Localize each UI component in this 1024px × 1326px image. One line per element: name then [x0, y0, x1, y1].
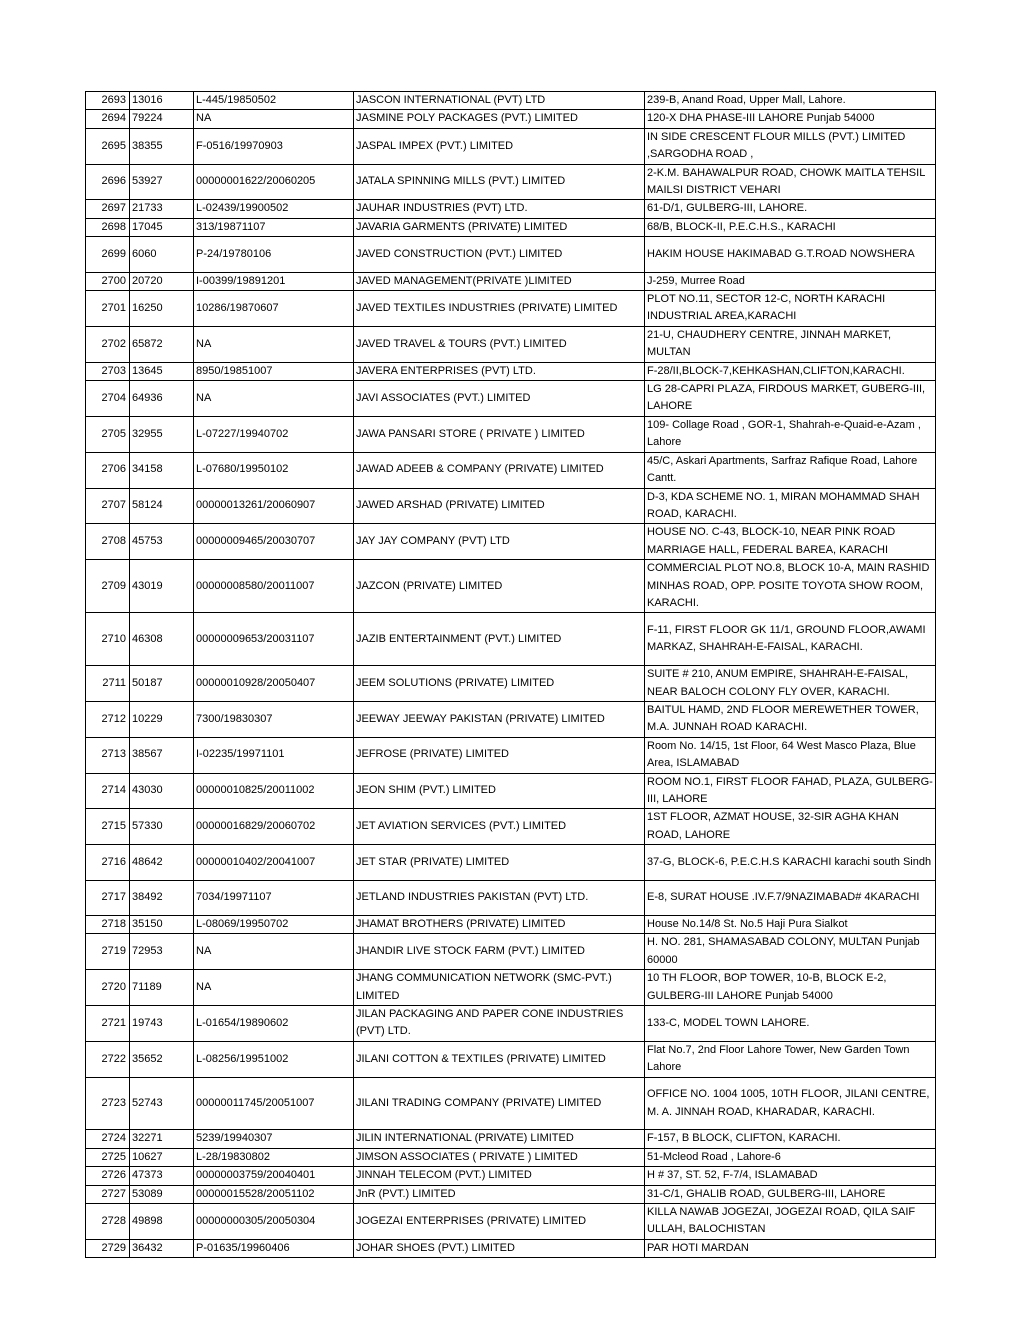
registration-id-cell: 53927	[130, 164, 194, 200]
company-name-cell: JHAMAT BROTHERS (PRIVATE) LIMITED	[354, 916, 645, 934]
registration-id-cell: 64936	[130, 381, 194, 417]
company-name-cell: JATALA SPINNING MILLS (PVT.) LIMITED	[354, 164, 645, 200]
registration-id-cell: 79224	[130, 110, 194, 128]
serial-number-cell: 2714	[86, 773, 130, 809]
serial-number-cell: 2694	[86, 110, 130, 128]
serial-number-cell: 2707	[86, 488, 130, 524]
table-row	[86, 916, 936, 934]
table-row	[86, 381, 936, 417]
table-row	[86, 524, 936, 560]
company-name-cell: JEEWAY JEEWAY PAKISTAN (PRIVATE) LIMITED	[354, 701, 645, 737]
company-name-cell: JEFROSE (PRIVATE) LIMITED	[354, 737, 645, 773]
incorporation-number-cell: 10286/19870607	[194, 291, 354, 327]
incorporation-number-cell: 00000015528/20051102	[194, 1185, 354, 1203]
table-row	[86, 1204, 936, 1240]
table-row	[86, 1167, 936, 1185]
incorporation-number-cell: NA	[194, 326, 354, 362]
incorporation-number-cell: 00000009465/20030707	[194, 524, 354, 560]
address-cell: 239-B, Anand Road, Upper Mall, Lahore.	[645, 92, 936, 110]
registration-id-cell: 10229	[130, 701, 194, 737]
address-cell: BAITUL HAMD, 2ND FLOOR MEREWETHER TOWER, M.A. JUNNAH ROAD KARACHI.	[645, 701, 936, 737]
table-row	[86, 452, 936, 488]
address-cell: 120-X DHA PHASE-III LAHORE Punjab 54000	[645, 110, 936, 128]
company-name-cell: JILANI TRADING COMPANY (PRIVATE) LIMITED	[354, 1077, 645, 1130]
table-row	[86, 128, 936, 164]
company-name-cell: JASMINE POLY PACKAGES (PVT.) LIMITED	[354, 110, 645, 128]
registration-id-cell: 49898	[130, 1204, 194, 1240]
incorporation-number-cell: 00000001622/20060205	[194, 164, 354, 200]
address-cell: COMMERCIAL PLOT NO.8, BLOCK 10-A, MAIN RASHID MINHAS ROAD, OPP. POSITE TOYOTA SHOW ROOM, KARACHI.	[645, 560, 936, 613]
table-row	[86, 1239, 936, 1257]
table-row	[86, 845, 936, 880]
serial-number-cell: 2716	[86, 845, 130, 880]
registration-id-cell: 32271	[130, 1130, 194, 1148]
company-name-cell: JEEM SOLUTIONS (PRIVATE) LIMITED	[354, 666, 645, 702]
serial-number-cell: 2722	[86, 1041, 130, 1077]
company-name-cell: JILANI COTTON & TEXTILES (PRIVATE) LIMITED	[354, 1041, 645, 1077]
registration-id-cell: 16250	[130, 291, 194, 327]
address-cell: 133-C, MODEL TOWN LAHORE.	[645, 1006, 936, 1042]
serial-number-cell: 2711	[86, 666, 130, 702]
serial-number-cell: 2708	[86, 524, 130, 560]
serial-number-cell: 2720	[86, 970, 130, 1006]
address-cell: OFFICE NO. 1004 1005, 10TH FLOOR, JILANI CENTRE, M. A. JINNAH ROAD, KHARADAR, KARACHI.	[645, 1077, 936, 1130]
address-cell: 1ST FLOOR, AZMAT HOUSE, 32-SIR AGHA KHAN ROAD, LAHORE	[645, 809, 936, 845]
registration-id-cell: 21733	[130, 200, 194, 218]
address-cell: SUITE # 210, ANUM EMPIRE, SHAHRAH-E-FAISAL, NEAR BALOCH COLONY FLY OVER, KARACHI.	[645, 666, 936, 702]
registration-id-cell: 38355	[130, 128, 194, 164]
serial-number-cell: 2728	[86, 1204, 130, 1240]
serial-number-cell: 2715	[86, 809, 130, 845]
table-row	[86, 362, 936, 380]
serial-number-cell: 2704	[86, 381, 130, 417]
incorporation-number-cell: 00000009653/20031107	[194, 613, 354, 666]
company-name-cell: JET AVIATION SERVICES (PVT.) LIMITED	[354, 809, 645, 845]
address-cell: ROOM NO.1, FIRST FLOOR FAHAD, PLAZA, GULBERG-III, LAHORE	[645, 773, 936, 809]
registration-id-cell: 35652	[130, 1041, 194, 1077]
incorporation-number-cell: L-07680/19950102	[194, 452, 354, 488]
table-row	[86, 200, 936, 218]
registration-id-cell: 65872	[130, 326, 194, 362]
serial-number-cell: 2712	[86, 701, 130, 737]
serial-number-cell: 2696	[86, 164, 130, 200]
table-row	[86, 272, 936, 290]
serial-number-cell: 2698	[86, 218, 130, 236]
serial-number-cell: 2701	[86, 291, 130, 327]
registration-id-cell: 13016	[130, 92, 194, 110]
serial-number-cell: 2709	[86, 560, 130, 613]
table-row	[86, 560, 936, 613]
registration-id-cell: 57330	[130, 809, 194, 845]
table-row	[86, 291, 936, 327]
address-cell: IN SIDE CRESCENT FLOUR MILLS (PVT.) LIMITED ,SARGODHA ROAD ,	[645, 128, 936, 164]
registration-id-cell: 46308	[130, 613, 194, 666]
address-cell: House No.14/8 St. No.5 Haji Pura Sialkot	[645, 916, 936, 934]
table-row	[86, 737, 936, 773]
table-row	[86, 1041, 936, 1077]
incorporation-number-cell: L-08069/19950702	[194, 916, 354, 934]
address-cell: 51-Mcleod Road , Lahore-6	[645, 1148, 936, 1166]
company-name-cell: JAY JAY COMPANY (PVT) LTD	[354, 524, 645, 560]
registration-id-cell: 6060	[130, 237, 194, 272]
address-cell: Room No. 14/15, 1st Floor, 64 West Masco Plaza, Blue Area, ISLAMABAD	[645, 737, 936, 773]
address-cell: F-157, B BLOCK, CLIFTON, KARACHI.	[645, 1130, 936, 1148]
serial-number-cell: 2719	[86, 934, 130, 970]
table-row	[86, 666, 936, 702]
incorporation-number-cell: 7034/19971107	[194, 880, 354, 915]
incorporation-number-cell: F-0516/19970903	[194, 128, 354, 164]
company-name-cell: JASPAL IMPEX (PVT.) LIMITED	[354, 128, 645, 164]
company-name-cell: JILIN INTERNATIONAL (PRIVATE) LIMITED	[354, 1130, 645, 1148]
address-cell: PAR HOTI MARDAN	[645, 1239, 936, 1257]
company-name-cell: JAWA PANSARI STORE ( PRIVATE ) LIMITED	[354, 416, 645, 452]
address-cell: F-28/II,BLOCK-7,KEHKASHAN,CLIFTON,KARACHI.	[645, 362, 936, 380]
table-row	[86, 110, 936, 128]
serial-number-cell: 2700	[86, 272, 130, 290]
address-cell: Flat No.7, 2nd Floor Lahore Tower, New Garden Town Lahore	[645, 1041, 936, 1077]
company-name-cell: JnR (PVT.) LIMITED	[354, 1185, 645, 1203]
serial-number-cell: 2729	[86, 1239, 130, 1257]
incorporation-number-cell: 00000000305/20050304	[194, 1204, 354, 1240]
incorporation-number-cell: I-00399/19891201	[194, 272, 354, 290]
registration-id-cell: 38492	[130, 880, 194, 915]
address-cell: D-3, KDA SCHEME NO. 1, MIRAN MOHAMMAD SHAH ROAD, KARACHI.	[645, 488, 936, 524]
serial-number-cell: 2702	[86, 326, 130, 362]
incorporation-number-cell: I-02235/19971101	[194, 737, 354, 773]
serial-number-cell: 2724	[86, 1130, 130, 1148]
company-name-cell: JHANG COMMUNICATION NETWORK (SMC-PVT.) LIMITED	[354, 970, 645, 1006]
serial-number-cell: 2713	[86, 737, 130, 773]
registration-id-cell: 36432	[130, 1239, 194, 1257]
company-name-cell: JAVED TEXTILES INDUSTRIES (PRIVATE) LIMITED	[354, 291, 645, 327]
serial-number-cell: 2718	[86, 916, 130, 934]
incorporation-number-cell: 00000010825/20011002	[194, 773, 354, 809]
registration-id-cell: 71189	[130, 970, 194, 1006]
serial-number-cell: 2695	[86, 128, 130, 164]
company-name-cell: JEON SHIM (PVT.) LIMITED	[354, 773, 645, 809]
table-row	[86, 326, 936, 362]
address-cell: PLOT NO.11, SECTOR 12-C, NORTH KARACHI INDUSTRIAL AREA,KARACHI	[645, 291, 936, 327]
company-name-cell: JAWED ARSHAD (PRIVATE) LIMITED	[354, 488, 645, 524]
serial-number-cell: 2727	[86, 1185, 130, 1203]
incorporation-number-cell: 00000003759/20040401	[194, 1167, 354, 1185]
address-cell: HAKIM HOUSE HAKIMABAD G.T.ROAD NOWSHERA	[645, 237, 936, 272]
table-row	[86, 488, 936, 524]
registration-id-cell: 45753	[130, 524, 194, 560]
address-cell: 37-G, BLOCK-6, P.E.C.H.S KARACHI karachi south Sindh	[645, 845, 936, 880]
serial-number-cell: 2710	[86, 613, 130, 666]
company-name-cell: JHANDIR LIVE STOCK FARM (PVT.) LIMITED	[354, 934, 645, 970]
incorporation-number-cell: 00000010928/20050407	[194, 666, 354, 702]
table-row	[86, 1130, 936, 1148]
address-cell: 45/C, Askari Apartments, Sarfraz Rafique Road, Lahore Cantt.	[645, 452, 936, 488]
address-cell: 31-C/1, GHALIB ROAD, GULBERG-III, LAHORE	[645, 1185, 936, 1203]
registration-id-cell: 47373	[130, 1167, 194, 1185]
company-name-cell: JAVED TRAVEL & TOURS (PVT.) LIMITED	[354, 326, 645, 362]
registration-id-cell: 58124	[130, 488, 194, 524]
registration-id-cell: 10627	[130, 1148, 194, 1166]
serial-number-cell: 2721	[86, 1006, 130, 1042]
incorporation-number-cell: NA	[194, 381, 354, 417]
incorporation-number-cell: 00000011745/20051007	[194, 1077, 354, 1130]
company-name-cell: JINNAH TELECOM (PVT.) LIMITED	[354, 1167, 645, 1185]
incorporation-number-cell: L-07227/19940702	[194, 416, 354, 452]
company-name-cell: JAWAD ADEEB & COMPANY (PRIVATE) LIMITED	[354, 452, 645, 488]
registration-id-cell: 20720	[130, 272, 194, 290]
address-cell: LG 28-CAPRI PLAZA, FIRDOUS MARKET, GUBERG-III, LAHORE	[645, 381, 936, 417]
table-row	[86, 970, 936, 1006]
registration-id-cell: 38567	[130, 737, 194, 773]
table-row	[86, 613, 936, 666]
address-cell: 68/B, BLOCK-II, P.E.C.H.S., KARACHI	[645, 218, 936, 236]
table-body	[86, 92, 936, 1258]
serial-number-cell: 2726	[86, 1167, 130, 1185]
address-cell: 10 TH FLOOR, BOP TOWER, 10-B, BLOCK E-2, GULBERG-III LAHORE Punjab 54000	[645, 970, 936, 1006]
company-name-cell: JET STAR (PRIVATE) LIMITED	[354, 845, 645, 880]
address-cell: H # 37, ST. 52, F-7/4, ISLAMABAD	[645, 1167, 936, 1185]
serial-number-cell: 2693	[86, 92, 130, 110]
serial-number-cell: 2699	[86, 237, 130, 272]
registration-id-cell: 43019	[130, 560, 194, 613]
serial-number-cell: 2705	[86, 416, 130, 452]
address-cell: 109- Collage Road , GOR-1, Shahrah-e-Quaid-e-Azam , Lahore	[645, 416, 936, 452]
table-row	[86, 773, 936, 809]
table-row	[86, 1077, 936, 1130]
incorporation-number-cell: 5239/19940307	[194, 1130, 354, 1148]
address-cell: 21-U, CHAUDHERY CENTRE, JINNAH MARKET, MULTAN	[645, 326, 936, 362]
incorporation-number-cell: NA	[194, 110, 354, 128]
address-cell: 61-D/1, GULBERG-III, LAHORE.	[645, 200, 936, 218]
company-name-cell: JAVARIA GARMENTS (PRIVATE) LIMITED	[354, 218, 645, 236]
incorporation-number-cell: 00000008580/20011007	[194, 560, 354, 613]
incorporation-number-cell: L-02439/19900502	[194, 200, 354, 218]
company-name-cell: JAUHAR INDUSTRIES (PVT) LTD.	[354, 200, 645, 218]
serial-number-cell: 2703	[86, 362, 130, 380]
incorporation-number-cell: 8950/19851007	[194, 362, 354, 380]
company-name-cell: JILAN PACKAGING AND PAPER CONE INDUSTRIES (PVT) LTD.	[354, 1006, 645, 1042]
address-cell: HOUSE NO. C-43, BLOCK-10, NEAR PINK ROAD MARRIAGE HALL, FEDERAL BAREA, KARACHI	[645, 524, 936, 560]
serial-number-cell: 2717	[86, 880, 130, 915]
company-name-cell: JAVI ASSOCIATES (PVT.) LIMITED	[354, 381, 645, 417]
registration-id-cell: 72953	[130, 934, 194, 970]
incorporation-number-cell: L-08256/19951002	[194, 1041, 354, 1077]
serial-number-cell: 2723	[86, 1077, 130, 1130]
company-name-cell: JAVERA ENTERPRISES (PVT) LTD.	[354, 362, 645, 380]
company-name-cell: JAVED MANAGEMENT(PRIVATE )LIMITED	[354, 272, 645, 290]
address-cell: H. NO. 281, SHAMASABAD COLONY, MULTAN Punjab 60000	[645, 934, 936, 970]
incorporation-number-cell: P-24/19780106	[194, 237, 354, 272]
incorporation-number-cell: 00000010402/20041007	[194, 845, 354, 880]
company-name-cell: JASCON INTERNATIONAL (PVT) LTD	[354, 92, 645, 110]
address-cell: 2-K.M. BAHAWALPUR ROAD, CHOWK MAITLA TEHSIL MAILSI DISTRICT VEHARI	[645, 164, 936, 200]
table-row	[86, 1006, 936, 1042]
table-row	[86, 164, 936, 200]
table-row	[86, 701, 936, 737]
registration-id-cell: 52743	[130, 1077, 194, 1130]
incorporation-number-cell: P-01635/19960406	[194, 1239, 354, 1257]
registration-id-cell: 48642	[130, 845, 194, 880]
table-row	[86, 218, 936, 236]
serial-number-cell: 2697	[86, 200, 130, 218]
address-cell: KILLA NAWAB JOGEZAI, JOGEZAI ROAD, QILA SAIF ULLAH, BALOCHISTAN	[645, 1204, 936, 1240]
company-name-cell: JIMSON ASSOCIATES ( PRIVATE ) LIMITED	[354, 1148, 645, 1166]
incorporation-number-cell: L-445/19850502	[194, 92, 354, 110]
table-row	[86, 934, 936, 970]
table-row	[86, 1185, 936, 1203]
address-cell: F-11, FIRST FLOOR GK 11/1, GROUND FLOOR,AWAMI MARKAZ, SHAHRAH-E-FAISAL, KARACHI.	[645, 613, 936, 666]
table-row	[86, 416, 936, 452]
company-name-cell: JAVED CONSTRUCTION (PVT.) LIMITED	[354, 237, 645, 272]
company-name-cell: JAZCON (PRIVATE) LIMITED	[354, 560, 645, 613]
company-name-cell: JETLAND INDUSTRIES PAKISTAN (PVT) LTD.	[354, 880, 645, 915]
table-row	[86, 1148, 936, 1166]
registration-id-cell: 13645	[130, 362, 194, 380]
incorporation-number-cell: L-28/19830802	[194, 1148, 354, 1166]
incorporation-number-cell: 00000016829/20060702	[194, 809, 354, 845]
table-row	[86, 880, 936, 915]
registration-id-cell: 17045	[130, 218, 194, 236]
company-name-cell: JAZIB ENTERTAINMENT (PVT.) LIMITED	[354, 613, 645, 666]
registration-id-cell: 50187	[130, 666, 194, 702]
table-row	[86, 809, 936, 845]
incorporation-number-cell: NA	[194, 970, 354, 1006]
registration-id-cell: 19743	[130, 1006, 194, 1042]
company-register-table	[85, 91, 936, 1258]
address-cell: E-8, SURAT HOUSE .IV.F.7/9NAZIMABAD# 4KARACHI	[645, 880, 936, 915]
registration-id-cell: 53089	[130, 1185, 194, 1203]
registration-id-cell: 43030	[130, 773, 194, 809]
incorporation-number-cell: NA	[194, 934, 354, 970]
incorporation-number-cell: 313/19871107	[194, 218, 354, 236]
incorporation-number-cell: L-01654/19890602	[194, 1006, 354, 1042]
company-name-cell: JOGEZAI ENTERPRISES (PRIVATE) LIMITED	[354, 1204, 645, 1240]
serial-number-cell: 2725	[86, 1148, 130, 1166]
registration-id-cell: 32955	[130, 416, 194, 452]
address-cell: J-259, Murree Road	[645, 272, 936, 290]
registration-id-cell: 35150	[130, 916, 194, 934]
registration-id-cell: 34158	[130, 452, 194, 488]
table-row	[86, 92, 936, 110]
serial-number-cell: 2706	[86, 452, 130, 488]
table-row	[86, 237, 936, 272]
company-name-cell: JOHAR SHOES (PVT.) LIMITED	[354, 1239, 645, 1257]
incorporation-number-cell: 7300/19830307	[194, 701, 354, 737]
incorporation-number-cell: 00000013261/20060907	[194, 488, 354, 524]
